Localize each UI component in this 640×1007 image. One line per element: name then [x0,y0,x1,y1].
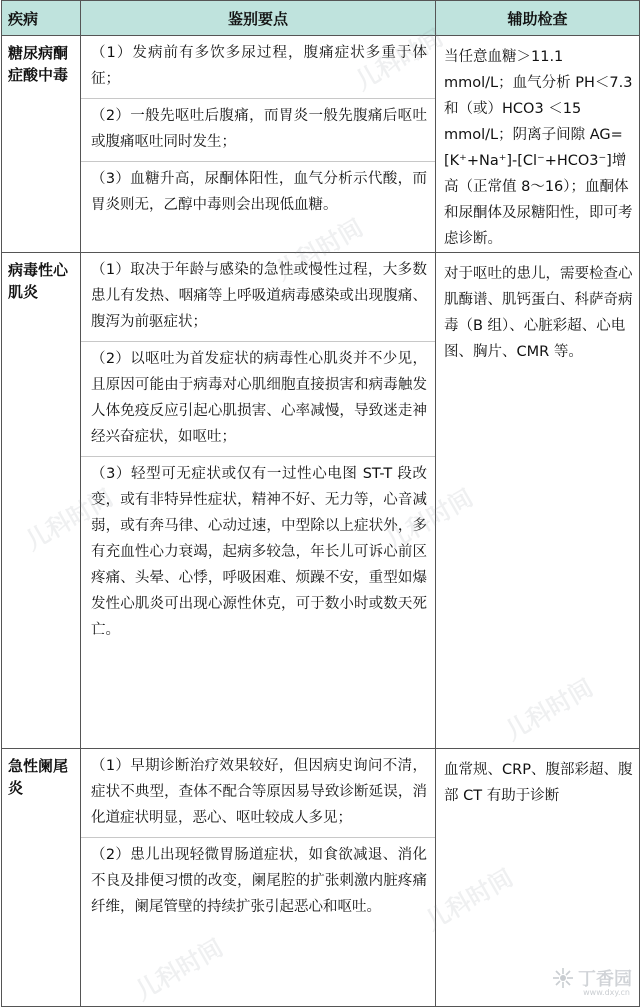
differential-diagnosis-table [1,0,640,1007]
disease-cell: 急性阑尾炎 [2,749,81,1007]
watermark: 儿科时间 [420,863,518,936]
key-points-cell [81,253,436,749]
disease-cell: 病毒性心肌炎 [2,253,81,749]
key-point: （1）取决于年龄与感染的急性或慢性过程，大多数患儿有发热、咽痛等上呼吸道病毒感染或出现腹痛、腹泻为前驱症状； [81,253,435,342]
watermark: 儿科时间 [20,483,118,556]
key-point: （3）血糖升高，尿酮体阳性，血气分析示代酸，而胃炎则无，乙醇中毒则会出现低血糖。 [91,171,427,213]
key-point: （1）早期诊断治疗效果较好，但因病史询问不清，症状不典型，查体不配合等原因易导致诊断延误，消化道症状明显，恶心、呕吐较成人多见； [81,749,435,838]
watermark: 儿科时间 [270,213,368,286]
key-point: （1）发病前有多饮多尿过程，腹痛症状多重于体征； [81,36,435,99]
header-disease: 疾病 [2,1,81,36]
watermark: 儿科时间 [350,23,448,96]
auxiliary-exam-cell: 血常规、CRP、腹部彩超、腹部 CT 有助于诊断 [436,749,640,1007]
table-row [2,36,640,253]
auxiliary-exam-cell: 对于呕吐的患儿，需要检查心肌酶谱、肌钙蛋白、科萨奇病毒（B 组）、心脏彩超、心电图、胸片、CMR 等。 [436,253,640,749]
key-point: （2）一般先呕吐后腹痛，而胃炎一般先腹痛后呕吐或腹痛呕吐同时发生； [81,99,435,162]
auxiliary-exam-cell: 当任意血糖＞11.1 mmol/L；血气分析 PH＜7.3 和（或）HCO3 ＜15 mmol/L；阴离子间隙 AG=[K⁺+Na⁺]-[Cl⁻+HCO3⁻]增高（正常值 8～16）；血酮体和尿酮体及尿糖阳性，即可考虑诊断。 [436,36,640,253]
key-point: （3）轻型可无症状或仅有一过性心电图 ST-T 段改变，或有非特异性症状，精神不好、无力等，心音减弱，或有奔马律、心动过速，中型除以上症状外，多有充血性心力衰竭，起病多较急，年长儿可诉心前区疼痛、头晕、心悸，呼吸困难、烦躁不安，重型如爆发性心肌炎可出现心源性休克，可于数小时或数天死亡。 [91,466,427,638]
header-key-points: 鉴别要点 [81,1,436,36]
watermark: 儿科时间 [130,933,228,1006]
dxy-logo-text: 丁香园 [578,969,632,990]
key-points-cell [81,749,436,1007]
key-points-cell [81,36,436,253]
disease-cell: 糖尿病酮症酸中毒 [2,36,81,253]
table-header-row [2,1,640,36]
key-point: （2）以呕吐为首发症状的病毒性心肌炎并不少见，且原因可能由于病毒对心肌细胞直接损害和病毒触发人体免疫反应引起心肌损害、心率减慢，导致迷走神经兴奋症状，如呕吐； [81,342,435,457]
watermark: 儿科时间 [500,673,598,746]
dxy-logo-icon [552,967,574,989]
key-point: （2）患儿出现轻微胃肠道症状，如食欲减退、消化不良及排便习惯的改变，阑尾腔的扩张刺激内脏疼痛纤维，阑尾管壁的持续扩张引起恶心和呕吐。 [91,847,427,915]
watermark: 儿科时间 [380,483,478,556]
dxy-logo-url: www.dxy.cn [583,988,630,997]
table-row [2,749,640,1007]
header-auxiliary-exam: 辅助检查 [436,1,640,36]
table-row [2,253,640,749]
